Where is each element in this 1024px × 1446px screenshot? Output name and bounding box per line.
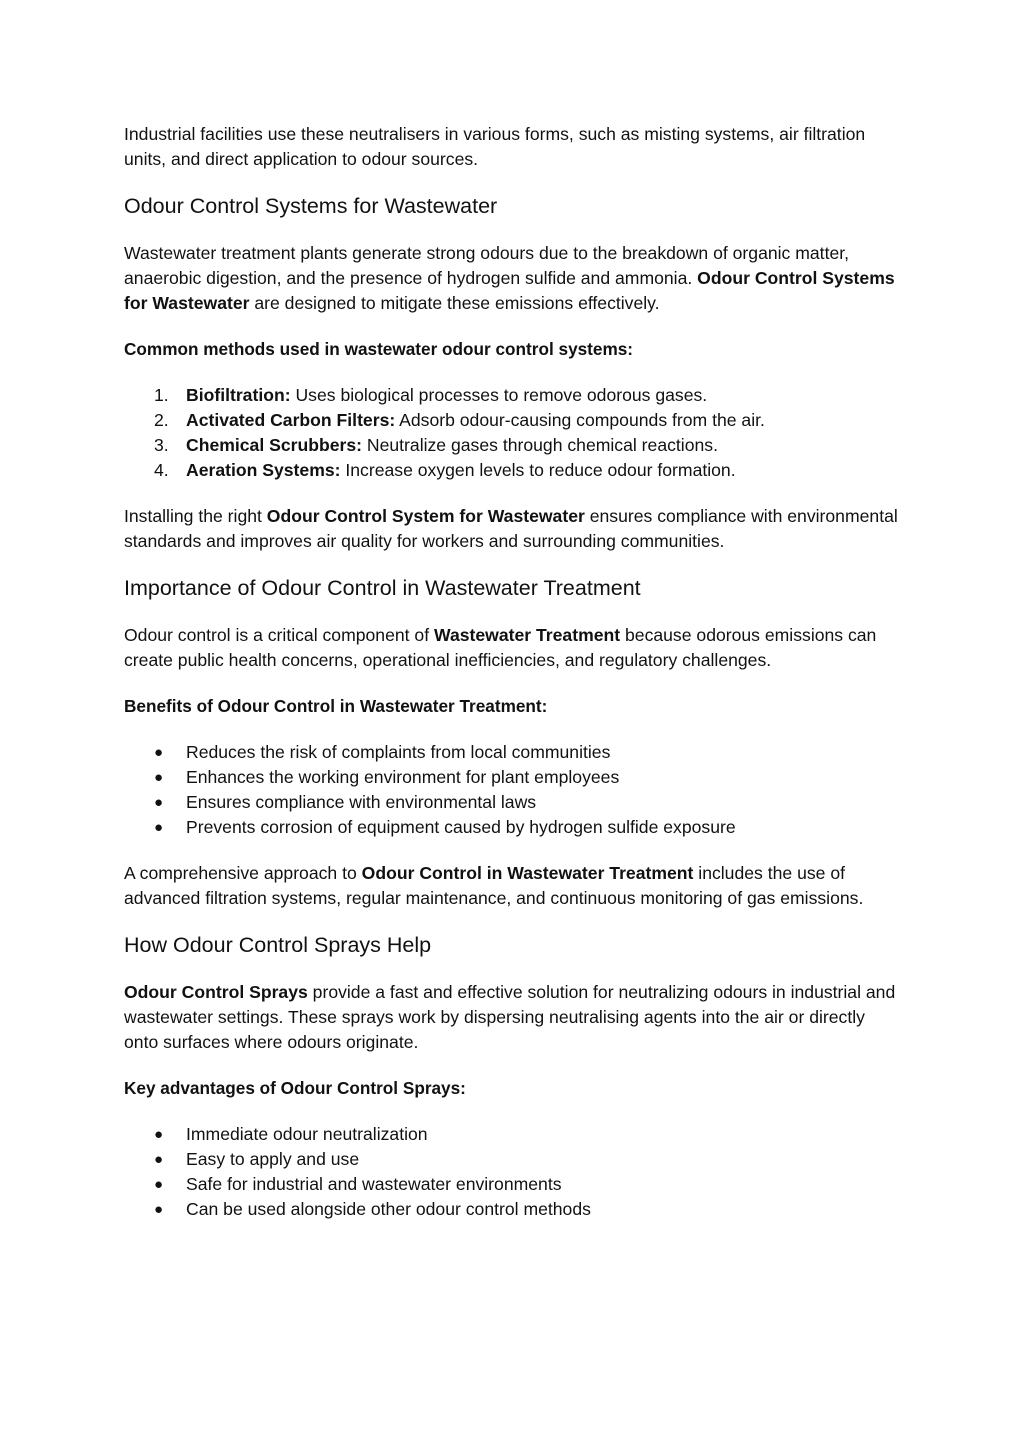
section3-paragraph xyxy=(124,980,904,1055)
list-number: 2. xyxy=(154,410,169,430)
advantages-list xyxy=(124,1122,904,1222)
benefit-text: Ensures compliance with environmental laws xyxy=(186,792,537,812)
section2-closing-paragraph xyxy=(124,861,904,911)
section1-paragraph xyxy=(124,241,904,316)
method-term: Activated Carbon Filters: xyxy=(186,410,396,430)
section-heading-odour-control-sprays: How Odour Control Sprays Help xyxy=(124,933,432,957)
advantage-text: Can be used alongside other odour control methods xyxy=(186,1199,591,1219)
benefit-text: Reduces the risk of complaints from local communities xyxy=(186,742,611,762)
methods-list xyxy=(124,383,904,483)
list-number: 4. xyxy=(154,460,169,480)
intro-paragraph: Industrial facilities use these neutralisers in various forms, such as misting systems, air filtration units, and direct application to odour sources. xyxy=(124,124,866,169)
list-item xyxy=(124,1197,904,1222)
benefit-text: Enhances the working environment for plant employees xyxy=(186,767,620,787)
list-item xyxy=(124,765,904,790)
list-item xyxy=(124,1172,904,1197)
method-description: Increase oxygen levels to reduce odour formation. xyxy=(340,460,736,480)
section2-paragraph-text-a: Odour control is a critical component of xyxy=(124,625,434,645)
advantage-text: Immediate odour neutralization xyxy=(186,1124,428,1144)
bullet-icon: ● xyxy=(154,1151,164,1168)
section1-subheading: Common methods used in wastewater odour control systems: xyxy=(124,339,634,359)
section2-closing-text-a: A comprehensive approach to xyxy=(124,863,362,883)
section2-paragraph-text-b: because odorous emissions can create public health concerns, operational inefficiencies, and regulatory challenges. xyxy=(124,625,877,670)
method-term: Biofiltration: xyxy=(186,385,291,405)
method-description: Uses biological processes to remove odorous gases. xyxy=(290,385,708,405)
benefit-text: Prevents corrosion of equipment caused by hydrogen sulfide exposure xyxy=(186,817,736,837)
method-term: Aeration Systems: xyxy=(186,460,341,480)
list-item xyxy=(124,1122,904,1147)
bullet-icon: ● xyxy=(154,794,164,811)
list-item xyxy=(124,458,904,483)
method-description: Adsorb odour-causing compounds from the air. xyxy=(395,410,765,430)
advantage-text: Safe for industrial and wastewater environments xyxy=(186,1174,562,1194)
section3-paragraph-bold: Odour Control Sprays xyxy=(124,982,308,1002)
section1-paragraph-bold: Odour Control Systems for Wastewater xyxy=(124,268,895,313)
list-item xyxy=(124,815,904,840)
section2-closing-text-b: includes the use of advanced filtration systems, regular maintenance, and continuous monitoring of gas emissions. xyxy=(124,863,864,908)
section-heading-odour-control-systems: Odour Control Systems for Wastewater xyxy=(124,194,498,218)
list-item xyxy=(124,790,904,815)
bullet-icon: ● xyxy=(154,1201,164,1218)
method-description: Neutralize gases through chemical reactions. xyxy=(362,435,718,455)
section1-paragraph-text-a: Wastewater treatment plants generate strong odours due to the breakdown of organic matter, anaerobic digestion, and the presence of hydrogen sulfide and ammonia. xyxy=(124,243,850,288)
bullet-icon: ● xyxy=(154,819,164,836)
bullet-icon: ● xyxy=(154,769,164,786)
benefits-list xyxy=(124,740,904,840)
list-item xyxy=(124,408,904,433)
list-item xyxy=(124,1147,904,1172)
section1-closing-text-b: ensures compliance with environmental standards and improves air quality for workers and surrounding communities. xyxy=(124,506,898,551)
section1-closing-text-a: Installing the right xyxy=(124,506,267,526)
list-number: 3. xyxy=(154,435,169,455)
section2-closing-bold: Odour Control in Wastewater Treatment xyxy=(361,863,694,883)
advantage-text: Easy to apply and use xyxy=(186,1149,360,1169)
bullet-icon: ● xyxy=(154,744,164,761)
document-page xyxy=(124,122,904,1243)
section3-paragraph-text-b: provide a fast and effective solution for neutralizing odours in industrial and wastewater settings. These sprays work by dispersing neutralising agents into the air or directly onto surfaces where odours originate. xyxy=(124,982,896,1052)
method-term: Chemical Scrubbers: xyxy=(186,435,362,455)
list-number: 1. xyxy=(154,385,169,405)
section2-paragraph-bold: Wastewater Treatment xyxy=(434,625,621,645)
section1-closing-paragraph xyxy=(124,504,904,554)
list-item xyxy=(124,433,904,458)
section1-paragraph-text-b: are designed to mitigate these emissions effectively. xyxy=(249,293,660,313)
section2-paragraph xyxy=(124,623,904,673)
bullet-icon: ● xyxy=(154,1176,164,1193)
bullet-icon: ● xyxy=(154,1126,164,1143)
section3-subheading: Key advantages of Odour Control Sprays: xyxy=(124,1078,466,1098)
section1-closing-bold: Odour Control System for Wastewater xyxy=(266,506,585,526)
list-item xyxy=(124,383,904,408)
section-heading-importance-of-odour-control: Importance of Odour Control in Wastewater Treatment xyxy=(124,576,641,600)
list-item xyxy=(124,740,904,765)
section2-subheading: Benefits of Odour Control in Wastewater Treatment: xyxy=(124,696,548,716)
